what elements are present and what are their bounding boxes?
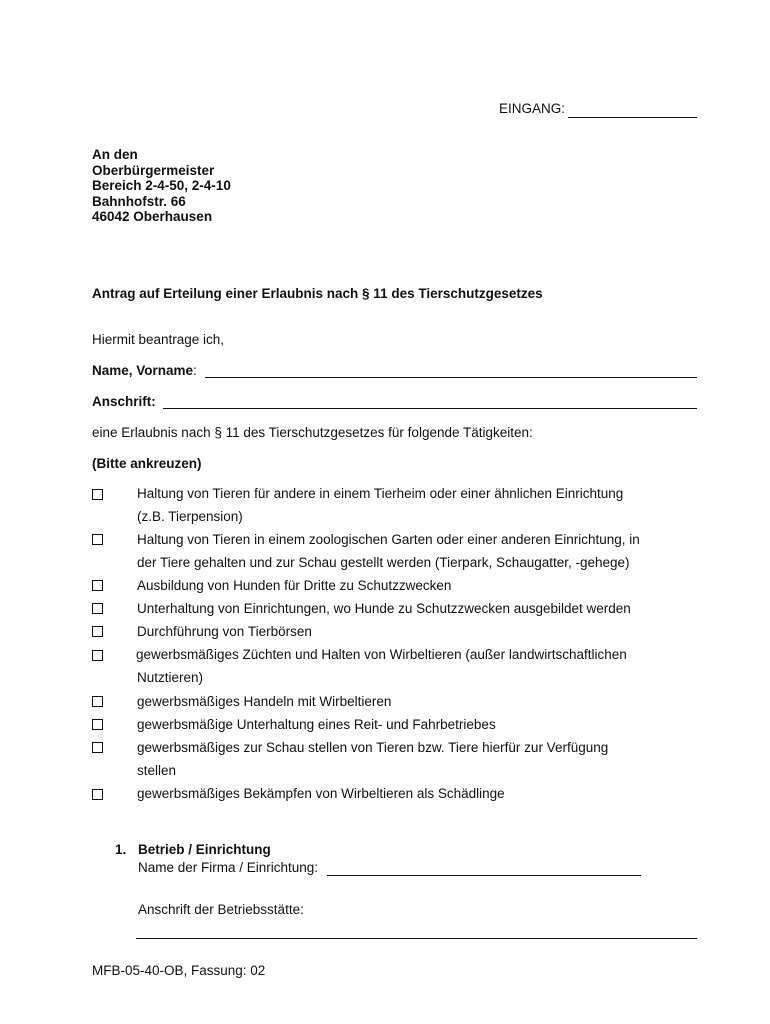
option-tierboersen: Durchführung von Tierbörsen [137,624,312,639]
firm-name-field[interactable] [327,861,641,876]
checkbox-zuechten[interactable] [92,650,103,661]
section-1-number: 1. [115,842,127,857]
option-zoo-line2: der Tiere gehalten und zur Schau gestellt werden (Tierpark, Schaugatter, -gehege) [137,555,630,570]
address-line-2: Oberbürgermeister [92,163,215,178]
checkbox-hundeausbildung[interactable] [92,580,103,591]
name-label: Name, Vorname [92,363,194,378]
eingang-label: EINGANG: [499,101,566,116]
section-1-heading: Betrieb / Einrichtung [138,842,271,857]
option-tierheim-line2: (z.B. Tierpension) [137,509,243,524]
option-schaustellen-line1: gewerbsmäßiges zur Schau stellen von Tieren bzw. Tiere hierfür zur Verfügung [137,740,609,755]
address-label: Anschrift: [92,394,156,409]
option-tierheim-line1: Haltung von Tieren für andere in einem Tierheim oder einer ähnlichen Einrichtung [137,486,624,501]
option-zoo-line1: Haltung von Tieren in einem zoologischen Garten oder einer anderen Einrichtung, in [137,532,640,547]
address-line-5: 46042 Oberhausen [92,209,213,224]
firm-name-label: Name der Firma / Einrichtung: [138,860,319,875]
activities-intro: eine Erlaubnis nach § 11 des Tierschutzgesetzes für folgende Tätigkeiten: [92,425,533,440]
check-hint: (Bitte ankreuzen) [92,456,202,471]
option-hundeausbildung: Ausbildung von Hunden für Dritte zu Schutzzwecken [137,578,452,593]
intro-text: Hiermit beantrage ich, [92,332,225,347]
site-address-field[interactable] [136,924,697,939]
address-line-3: Bereich 2-4-50, 2-4-10 [92,178,231,193]
checkbox-tierheim[interactable] [92,489,103,500]
checkbox-schutzhunde-einrichtung[interactable] [92,603,103,614]
option-schaustellen-line2: stellen [137,763,177,778]
checkbox-schaustellen[interactable] [92,742,103,753]
address-line-4: Bahnhofstr. 66 [92,194,186,209]
site-address-label: Anschrift der Betriebsstätte: [138,902,304,917]
checkbox-zoo[interactable] [92,534,103,545]
eingang-field[interactable] [568,103,697,118]
address-line-1: An den [92,147,138,162]
option-zuechten-line1: gewerbsmäßiges Züchten und Halten von Wirbeltieren (außer landwirtschaftlichen [136,647,627,662]
form-footer-code: MFB-05-40-OB, Fassung: 02 [92,963,266,978]
form-title: Antrag auf Erteilung einer Erlaubnis nach § 11 des Tierschutzgesetzes [92,286,543,301]
option-handeln: gewerbsmäßiges Handeln mit Wirbeltieren [137,694,392,709]
checkbox-reitbetrieb[interactable] [92,719,103,730]
name-label-row [92,363,197,378]
checkbox-tierboersen[interactable] [92,626,103,637]
option-reitbetrieb: gewerbsmäßige Unterhaltung eines Reit- und Fahrbetriebes [137,717,496,732]
name-colon: : [193,363,197,378]
checkbox-schaedlinge[interactable] [92,789,103,800]
checkbox-handeln[interactable] [92,696,103,707]
option-schaedlinge: gewerbsmäßiges Bekämpfen von Wirbeltieren als Schädlinge [137,786,505,801]
address-field[interactable] [163,394,697,409]
option-zuechten-line2: Nutztieren) [137,670,204,685]
name-field[interactable] [205,363,697,378]
option-schutzhunde-einrichtung: Unterhaltung von Einrichtungen, wo Hunde zu Schutzzwecken ausgebildet werden [137,601,631,616]
